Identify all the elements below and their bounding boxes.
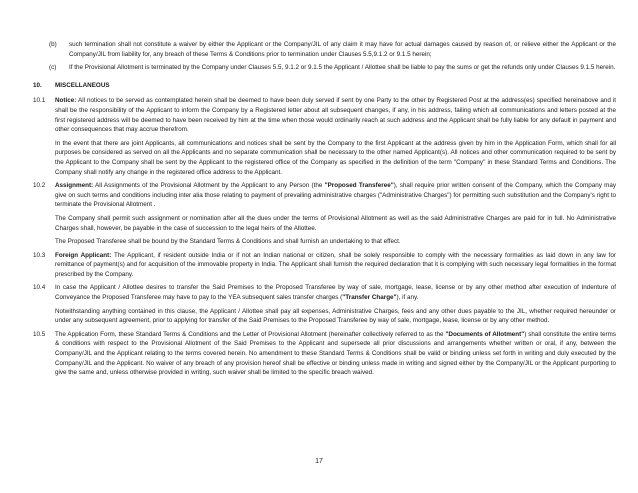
clause-text [55, 251, 616, 280]
clause-label: Foreign Applicant: [55, 251, 112, 259]
page-number: 17 [315, 458, 323, 465]
clause-10-2-paragraph-2: The Company shall permit such assignment or nomination after all the dues under the terms of Provisional Allotment as well as the said Administrative Charges are paid for in full. No Administrative Charges shall, however, be payable in the case of succession to the legal heirs of the Allottee. [55, 214, 616, 232]
clause-body-a: The Application Form, these Standard Terms & Conditions and the Letter of Provisional Allotment (hereinafter collectively referred to as the [55, 330, 446, 338]
clause-body-b: ), if any. [396, 294, 419, 302]
clause-10-3 [33, 251, 616, 280]
clause-number: 10.2 [33, 182, 46, 190]
clause-text [55, 96, 616, 134]
subclause-number: (b) [49, 41, 57, 48]
clause-10-4-paragraph-2: Notwithstanding anything contained in this clause, the Applicant / Allottee shall pay all expenses, Administrative Charges, fees and any other dues payable to the JIL, whether required hereunder or under any subsequent agreement, prior to applying for transfer of the Said Premises to the Proposed Transferee by way of sale, mortgage, lease, license or by any other method. [55, 307, 616, 325]
clause-body-a: All Assignments of the Provisional Allotment by the Applicant to any Person (the [93, 182, 325, 190]
clause-body: The Applicant, if resident outside India or if not an Indian national or citizen, shall be solely responsible to comply with the necessary formalities as laid down in any law for remittance of payment(s) and for acquisition of the immovable property in India. The Applicant shall furnish the required declaration that it is complying with such necessary legal formalities in the format prescribed by the Company. [55, 251, 617, 278]
clause-body-b: ), shall require prior written consent of the Company, which the Company may give on such terms and conditions including inter alia those relating to payment of prevailing administrative charges ("Administrative Charges") for permitting such substitution and the Company's right to terminate the Provisional Allotment . [55, 182, 616, 209]
clause-10-1 [33, 96, 616, 134]
section-number: 10. [33, 81, 42, 89]
clause-body-a: In case the Applicant / Allottee desires to transfer the Said Premises to the Proposed Transferee by way of sale, mortgage, lease, license or by any other method after execution of Indenture of Conveyance the Proposed Transferee may have to pay to the YEA subsequent sales transfer charges ( [55, 284, 616, 302]
clause-10-5 [33, 330, 616, 378]
clause-text [55, 330, 616, 378]
clause-body-b: ) shall constitute the entire terms & conditions with respect to the Provisional Allotment of the Said Premises to the Applicant and supersede all prior discussions and arrangements whether written or oral, if any, between the Company/JIL and the Applicant relating to the terms covered herein. No amendment to these Standard Terms & Conditions shall be valid or binding unless set forth in writing and duly executed by the Company/JIL and the Applicant. No waiver of any breach of any provision hereof shall be effective or binding unless made in writing and signed either by the Company/JIL or the Applicant purporting to give the same and, unless otherwise provided in writing, such waiver shall be limited to the specific breach waived. [55, 330, 616, 377]
clause-10-2-paragraph-3: The Proposed Transferee shall be bound by the Standard Terms & Conditions and shall furnish an undertaking to that effect. [55, 238, 401, 246]
subclause-number: (c) [49, 64, 57, 72]
clause-number: 10.5 [33, 330, 46, 338]
clause-body: All notices to be served as contemplated herein shall be deemed to have been duly served if sent by one Party to the other by Registered Post at the address(es) specified hereinabove and it shall be the responsibility of the Applicant to inform the Company by a Registered letter about all subsequent changes, if any, in his address, failing which all communications and letters posted at the first registered address will be deemed to have been received by him at the time when those would ordinarily reach at such address and the Applicant shall be fully liable for any default in payment and other consequences that may accrue therefrom. [55, 97, 616, 134]
clause-10-2 [33, 181, 616, 210]
subclause-b [33, 40, 616, 59]
defined-term: "Proposed Transferee" [324, 182, 394, 190]
subclause-text: If the Provisional Allotment is terminated by the Company under Clauses 5.5, 9.1.2 or 9.1.5 the Applicant / Allottee shall be liable to pay the sums or get the refunds only under Clauses 9.1.5 herein. [69, 64, 616, 72]
defined-term: "Transfer Charge" [342, 294, 397, 302]
clause-label: Notice: [55, 97, 77, 105]
clause-text [55, 181, 616, 210]
section-heading [33, 81, 616, 91]
clause-number: 10.3 [33, 251, 46, 259]
clause-number: 10.4 [33, 284, 46, 292]
clause-10-1-paragraph-2: In the event that there are joint Applicants, all communications and notices shall be sent by the Company to the first Applicant at the address given by him in the Application Form, which shall for all purposes be considered as served on all the Applicants and no separate communication shall be necessary to the other named Applicant(s). All notices and other communication required to be sent by the Applicant to the Company shall be sent by the Applicant to the registered office of the Company as specified in the definition of the term "Company" in these Standard Terms and Conditions. The Company shall notify any change in the registered office address to the Applicant. [55, 139, 616, 176]
subclause-text: such termination shall not constitute a waiver by either the Applicant or the Company/JIL of any claim it may have for actual damages caused by reason of, or relieve either the Applicant or the Company/JIL from liability for, any breach of these Terms & Conditions prior to termination under Clauses 5.5,9.1.2 or 9.1.5 herein; [69, 41, 616, 58]
clause-10-4 [33, 283, 616, 302]
clause-text [55, 283, 616, 302]
clause-number: 10.1 [33, 97, 46, 105]
defined-term: "Documents of Allotment" [445, 330, 525, 338]
clause-label: Assignment: [55, 182, 94, 190]
subclause-c [33, 63, 616, 73]
section-title: MISCELLANEOUS [55, 81, 110, 89]
